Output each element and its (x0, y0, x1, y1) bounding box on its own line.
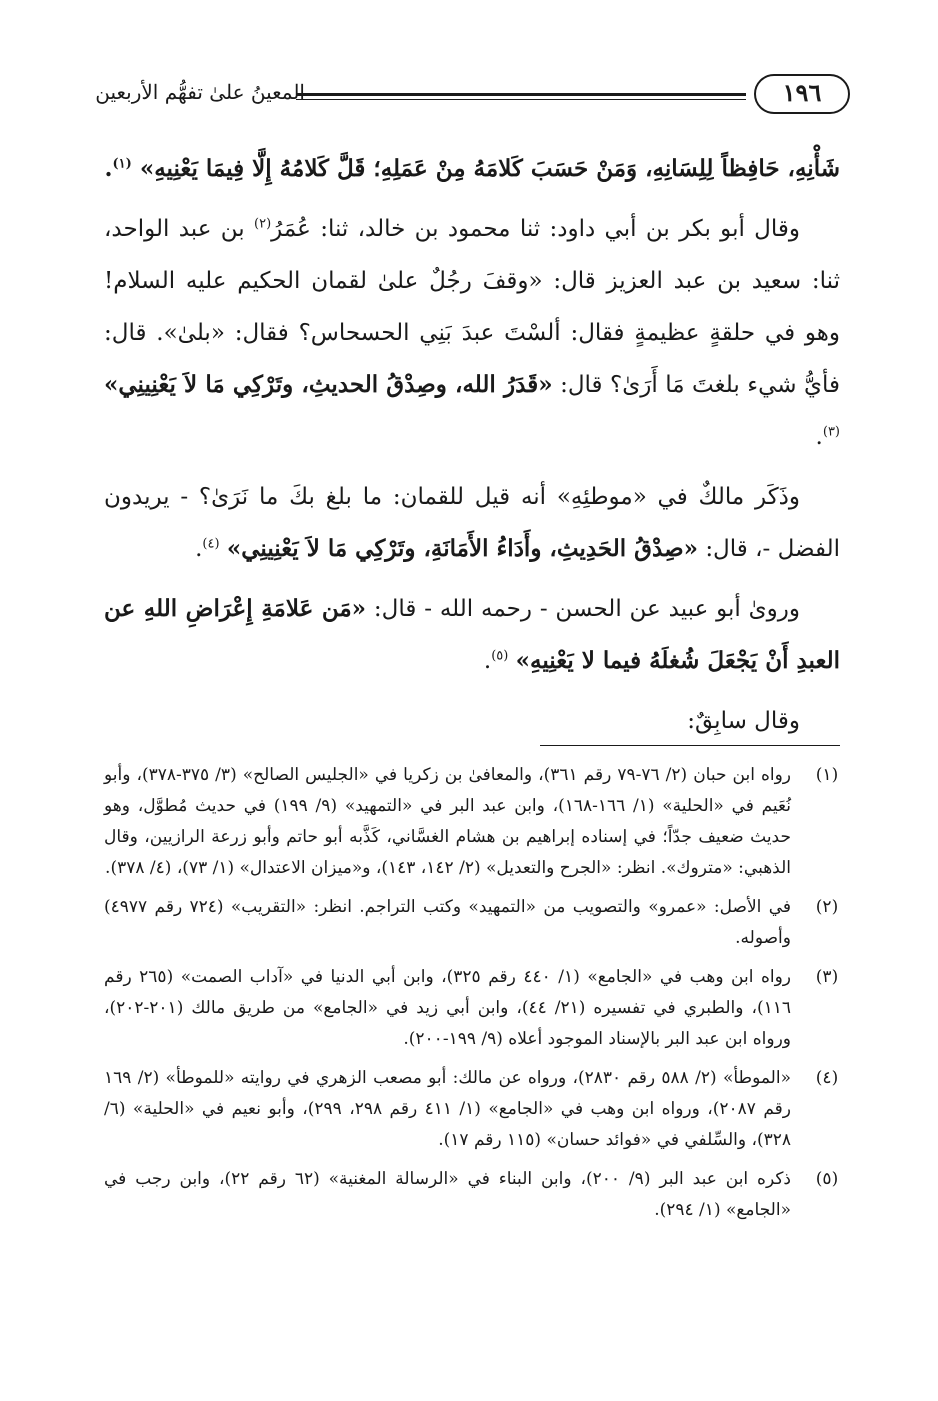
footnote-number: (١) (815, 765, 839, 785)
paragraph-2-quote: «قَدَرُ الله، وصِدْقُ الحديثِ، وتَرْكِي مَا لاَ يَعْنِينِي» (104, 371, 553, 398)
page-number: ١٩٦ (754, 74, 850, 114)
paragraph-2-text-a: وقال أبو بكر بن أبي داود: ثنا محمود بن خالد، ثنا: عُمَرُ (271, 216, 800, 242)
page-header (95, 66, 850, 126)
paragraph-1-text: شَأْنِهِ، حَافِظاً لِلِسَانِهِ، وَمَنْ حَسَبَ كَلامَهُ مِنْ عَمَلِهِ؛ قَلَّ كَلامُهُ إِلَّا فِيمَا يَعْنِيهِ» (139, 155, 840, 182)
paragraph-3-quote: «صِدْقُ الحَدِيثِ، وأَدَاءُ الأَمَانَةِ، وتَرْكِي مَا لاَ يَعْنِينِي» (226, 535, 698, 562)
footnote-text: «الموطأ» (٢/ ٥٨٨ رقم ٢٨٣٠)، ورواه عن مالك: أبو مصعب الزهري في روايته «للموطأ» (٢/ ١٦٩ رقم ٢٠٨٧)، ورواه ابن وهب في «الجامع» (١/ ٤١١ رقم ٢٩٨، ٢٩٩)، وأبو نعيم في «الحلية» (٦/ ٣٢٨)، والسِّلفي في «فوائد حسان» (١١٥ رقم ١٧). (104, 1068, 791, 1150)
footnote-text: ذكره ابن عبد البر (٩/ ٢٠٠)، وابن البناء في «الرسالة المغنية» (٦٢ رقم ٢٢)، وابن رجب في «الجامع» (١/ ٢٩٤). (104, 1169, 791, 1220)
footnote-4 (104, 1063, 849, 1156)
running-title: المعينُ علىٰ تفهُّم الأربعين (95, 80, 305, 104)
footnote-ref-2: (٢) (254, 216, 272, 232)
paragraph-3-text: وذَكَر مالكٌ في «موطئِهِ» أنه قيل للقمان: ما بلغ بكَ ما نَرَىٰ؟ - يريدون الفضل -، قال: (104, 484, 840, 562)
paragraph-5-text: وقال سابِقٌ: (687, 708, 800, 734)
footnote-ref-5: (٥) (491, 648, 509, 664)
footnotes (104, 760, 849, 1234)
footnote-number: (٣) (815, 967, 839, 987)
paragraph-1: شَأْنِهِ، حَافِظاً لِلِسَانِهِ، وَمَنْ حَسَبَ كَلامَهُ مِنْ عَمَلِهِ؛ قَلَّ كَلامُهُ إِلَّا فِيمَا يَعْنِيهِ» $^{(١)}$. (104, 155, 840, 182)
footnote-text: في الأصل: «عمرو» والتصويب من «التمهيد» وكتب التراجم. انظر: «التقريب» (٧٢٤ رقم ٤٩٧٧) وأصوله. (104, 897, 791, 948)
header-rule-thick (296, 93, 746, 96)
footnote-3 (104, 962, 849, 1055)
footnote-ref-3: (٣) (822, 424, 840, 440)
footnote-ref-4: (٤) (202, 536, 220, 552)
paragraph-2: وقال أبو بكر بن أبي داود: ثنا محمود بن خالد، ثنا: عُمَرُ$^{(٢)}$ بن عبد الواحد، ثنا: سعيد بن عبد العزيز قال: «وقفَ رجُلٌ علىٰ لقمان الحكيم عليه السلام! وهو في حلقةٍ عظيمةٍ فقال: ألسْتَ عبدَ بَنِي الحسحاس؟ فقال: «بلىٰ». قال: فأيُّ شيء بلغتَ مَا أَرَىٰ؟ قال: «قَدَرُ الله، وصِدْقُ الحديثِ، وتَرْكِي مَا لاَ يَعْنِينِي» $^{(٣)}$. (104, 216, 841, 450)
footnote-ref-1: (١) (112, 156, 132, 172)
header-rule-thin (296, 99, 746, 100)
footnote-text: رواه ابن وهب في «الجامع» (١/ ٤٤٠ رقم ٣٢٥)، وابن أبي الدنيا في «آداب الصمت» (٢٦٥ رقم ١١٦)، والطبري في تفسيره (٢١/ ٤٤)، وابن أبي زيد في «الجامع» من طريق مالك (٢٠١-٢٠٢)، ورواه ابن عبد البر بالإسناد الموجود أعلاه (٩/ ١٩٩-٢٠٠). (104, 967, 792, 1049)
paragraph-5 (104, 695, 840, 747)
footnote-number: (٤) (815, 1068, 839, 1088)
footnote-2 (104, 892, 849, 954)
paragraph-4: وروىٰ أبو عبيد عن الحسن - رحمه الله - قال: «مَن عَلامَةِ إِعْرَاضِ اللهِ عن العبدِ أَنْ يَجْعَلَ شُغلَهُ فيما لا يَعْنِيهِ» $^{(٥)}$. (104, 595, 840, 674)
footnote-text: رواه ابن حبان (٢/ ٧٦-٧٩ رقم ٣٦١)، والمعافىٰ بن زكريا في «الجليس الصالح» (٣/ ٣٧٥-٣٧٨)، وأبو نُعَيم في «الحلية» (١/ ١٦٦-١٦٨)، وابن عبد البر في «التمهيد» (٩/ ١٩٩) في حديث مُطوَّل، وهو حديث ضعيف جدّاً؛ في إسناده إبراهيم بن هشام الغسَّاني، كَذَّبه أبو حاتم وأبو زرعة الرازيين، وقال الذهبي: «متروك». انظر: «الجرح والتعديل» (٢/ ١٤٢، ١٤٣)، و«ميزان الاعتدال» (١/ ٧٣)، (٤/ ٣٧٨). (104, 765, 791, 878)
main-text (104, 143, 840, 755)
paragraph-4-quote: «مَن عَلامَةِ إِعْرَاضِ اللهِ عن العبدِ أَنْ يَجْعَلَ شُغلَهُ فيما لا يَعْنِيهِ» (104, 595, 840, 674)
footnote-separator (540, 745, 840, 746)
footnote-number: (٢) (815, 897, 839, 917)
footnote-5 (104, 1164, 849, 1226)
footnote-number: (٥) (815, 1169, 839, 1189)
paragraph-4-text: وروىٰ أبو عبيد عن الحسن - رحمه الله - قال: (373, 596, 800, 622)
footnote-1 (104, 760, 849, 884)
paragraph-2-text-b: بن عبد الواحد، ثنا: سعيد بن عبد العزيز قال: «وقفَ رجُلٌ علىٰ لقمان الحكيم عليه السلام! وهو في حلقةٍ عظيمةٍ فقال: ألسْتَ عبدَ بَنِي الحسحاس؟ فقال: «بلىٰ». قال: فأيُّ شيء بلغتَ مَا أَرَىٰ؟ قال: (104, 216, 841, 398)
paragraph-3: وذَكَر مالكٌ في «موطئِهِ» أنه قيل للقمان: ما بلغ بكَ ما نَرَىٰ؟ - يريدون الفضل -، قال: «صِدْقُ الحَدِيثِ، وأَدَاءُ الأَمَانَةِ، وتَرْكِي مَا لاَ يَعْنِينِي» $^{(٤)}$. (104, 484, 840, 562)
